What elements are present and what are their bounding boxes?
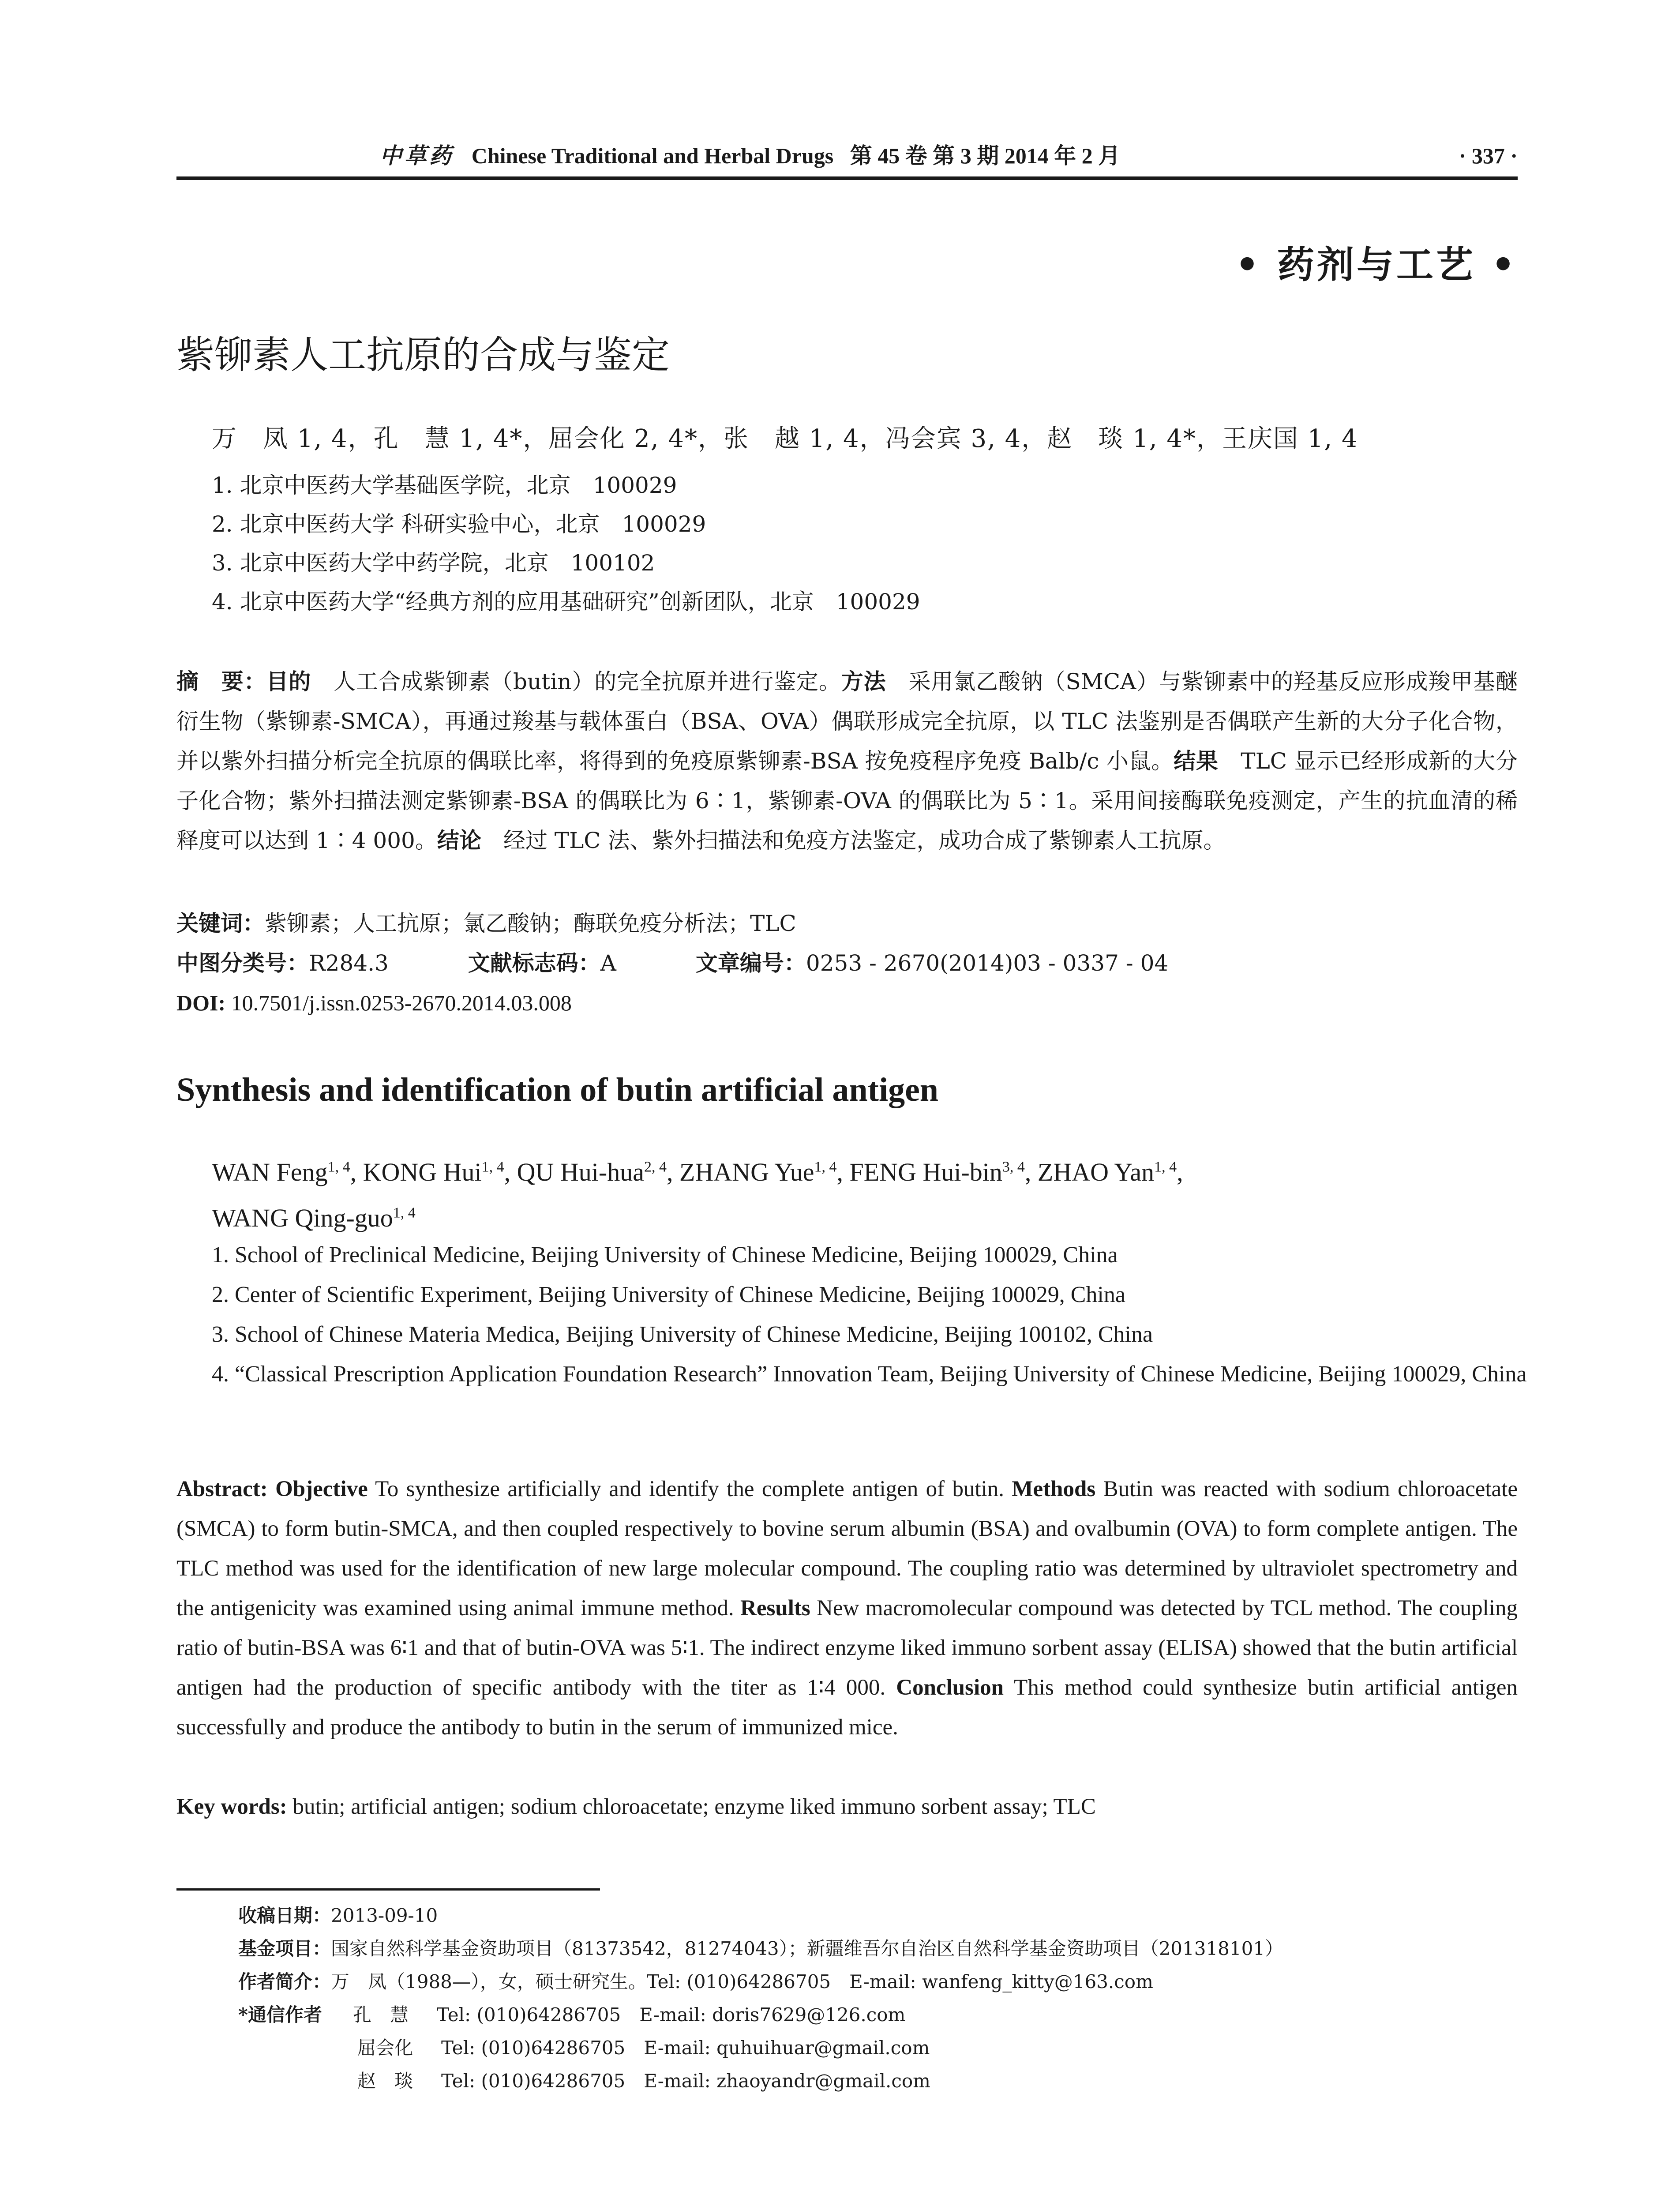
author-en-4: ZHANG Yue$^{1, 4}$, xyxy=(679,1158,850,1187)
conclusion-label-en: Conclusion xyxy=(896,1675,1004,1700)
abstract-cn xyxy=(176,662,1518,860)
doc-code-value: A xyxy=(600,950,616,976)
footnote-author: 作者简介：万 凤（1988—），女，硕士研究生。Tel: (010)64286705 E-mail: wanfeng_kitty@163.com xyxy=(238,1971,1153,1992)
doi-value: 10.7501/j.issn.0253-2670.2014.03.008 xyxy=(225,990,572,1015)
keywords-cn-value: 紫铆素；人工抗原；氯乙酸钠；酶联免疫分析法；TLC xyxy=(265,911,796,936)
footnote-rule xyxy=(176,1888,600,1891)
affiliation-en-4: 4. “Classical Prescription Application Foundation Research” Innovation Team, Beijing University of Chinese Medicine, Beijing 100029, China xyxy=(212,1362,1527,1387)
author-en-1: WAN Feng$^{1, 4}$, xyxy=(212,1158,363,1187)
conclusion-cn: 经过 TLC 法、紫外扫描法和免疫方法鉴定，成功合成了紫铆素人工抗原。 xyxy=(481,828,1226,853)
keywords-en xyxy=(176,1787,1518,1827)
doc-code-label: 文献标志码： xyxy=(468,950,600,976)
keywords-en-value: butin; artificial antigen; sodium chloroacetate; enzyme liked immuno sorbent assay; TLC xyxy=(287,1794,1096,1819)
methods-en: Butin was reacted with sodium chloroacetate (SMCA) to form butin-SMCA, and then coupled respectively to bovine serum albumin (BSA) and ovalbumin (OVA) to form complete antigen. The TLC method was used for the identification of new large molecular compound. The coupling ratio was determined by ultraviolet spectrometry and the antigenicity was examined using animal immune method. xyxy=(176,1477,1518,1621)
affiliation-en-3: 3. School of Chinese Materia Medica, Beijing University of Chinese Medicine, Beijing 100102, China xyxy=(212,1322,1153,1347)
article-no-label: 文章编号： xyxy=(695,950,806,976)
affiliation-cn-3: 3. 北京中医药大学中药学院，北京 100102 xyxy=(212,550,655,576)
footnote-received: 收稿日期：2013-09-10 xyxy=(238,1905,438,1926)
abstract-cn-label: 摘 要： xyxy=(176,668,266,694)
methods-label-cn: 方法 xyxy=(841,668,886,694)
doi-label: DOI: xyxy=(176,990,226,1015)
classification-row xyxy=(176,943,1518,983)
objective-en: To synthesize artificially and identify the complete antigen of butin. xyxy=(368,1477,1012,1501)
abstract-en-label: Abstract: xyxy=(176,1477,276,1501)
conclusion-en: This method could synthesize butin artificial antigen successfully and produce the antibody to butin in the serum of immunized mice. xyxy=(176,1675,1518,1740)
journal-issue: 第 45 卷 第 3 期 2014 年 2 月 xyxy=(850,143,1121,168)
author-list-en xyxy=(212,1147,1513,1238)
abstract-en xyxy=(176,1469,1518,1747)
journal-en-name: Chinese Traditional and Herbal Drugs xyxy=(471,143,834,168)
affiliation-cn-1: 1. 北京中医药大学基础医学院，北京 100029 xyxy=(212,473,677,498)
journal-header xyxy=(176,140,1324,171)
section-label: • 药剂与工艺 • xyxy=(1235,243,1518,286)
objective-label-en: Objective xyxy=(275,1477,368,1501)
clc-label: 中图分类号： xyxy=(176,950,309,976)
footnote-corresponding-1: *通信作者 孔 慧 Tel: (010)64286705 E-mail: doris7629@126.com xyxy=(238,2004,906,2026)
footnote-corresponding-3: 赵 琰 Tel: (010)64286705 E-mail: zhaoyandr@gmail.com xyxy=(357,2070,931,2092)
objective-cn: 人工合成紫铆素（butin）的完全抗原并进行鉴定。 xyxy=(311,669,841,694)
affiliation-cn-4: 4. 北京中医药大学“经典方剂的应用基础研究”创新团队，北京 100029 xyxy=(212,589,920,615)
affiliation-en-1: 1. School of Preclinical Medicine, Beijing University of Chinese Medicine, Beijing 100029, China xyxy=(212,1242,1118,1268)
article-no-value: 0253 - 2670(2014)03 - 0337 - 04 xyxy=(806,950,1169,976)
page-number: · 337 · xyxy=(1459,143,1518,168)
affiliation-en-2: 2. Center of Scientific Experiment, Beijing University of Chinese Medicine, Beijing 100029, China xyxy=(212,1282,1125,1307)
author-en-3: QU Hui-hua$^{2, 4}$, xyxy=(517,1158,679,1187)
author-en-6: ZHAO Yan$^{1, 4}$, xyxy=(1037,1158,1183,1187)
results-label-en: Results xyxy=(740,1596,810,1621)
methods-cn: 采用氯乙酸钠（SMCA）与紫铆素中的羟基反应形成羧甲基醚衍生物（紫铆素-SMCA），再通过羧基与载体蛋白（BSA、OVA）偶联形成完全抗原，以 TLC 法鉴别是否偶联产生新的大分子化合物，并以紫外扫描分析完全抗原的偶联比率，将得到的免疫原紫铆素-BSA 按免疫程序免疫 Balb/c 小鼠。 xyxy=(176,669,1518,774)
footnote-corresponding-2: 屈会化 Tel: (010)64286705 E-mail: quhuihuar@gmail.com xyxy=(357,2037,930,2059)
results-cn: TLC 显示已经形成新的大分子化合物；紫外扫描法测定紫铆素-BSA 的偶联比为 6∶1，紫铆素-OVA 的偶联比为 5∶1。采用间接酶联免疫测定，产生的抗血清的稀释度可以达到 1∶4 000。 xyxy=(176,748,1518,853)
author-en-5: FENG Hui-bin$^{3, 4}$, xyxy=(849,1158,1038,1187)
results-en: New macromolecular compound was detected by TCL method. The coupling ratio of butin-BSA was 6∶1 and that of butin-OVA was 5∶1. The indirect enzyme liked immuno sorbent assay (ELISA) showed that the butin artificial antigen had the production of specific antibody with the titer as 1∶4 000. xyxy=(176,1596,1518,1700)
footnote-fund: 基金项目：国家自然科学基金资助项目（81373542，81274043）；新疆维吾尔自治区自然科学基金资助项目（201318101） xyxy=(238,1938,1284,1959)
author-list-cn: 万 凤 1, 4，孔 慧 1, 4*，屈会化 2, 4*，张 越 1, 4，冯会宾 3, 4，赵 琰 1, 4*，王庆国 1, 4 xyxy=(212,424,1358,453)
clc-value: R284.3 xyxy=(309,950,389,976)
author-en-2: KONG Hui$^{1, 4}$, xyxy=(363,1158,517,1187)
affiliation-cn-2: 2. 北京中医药大学 科研实验中心，北京 100029 xyxy=(212,511,706,537)
objective-label-cn: 目的 xyxy=(266,668,311,694)
results-label-cn: 结果 xyxy=(1174,748,1219,774)
header-rule xyxy=(176,176,1518,180)
article-title-en: Synthesis and identification of butin artificial antigen xyxy=(176,1071,939,1108)
author-en-7: WANG Qing-guo$^{1, 4}$ xyxy=(212,1203,416,1232)
article-title-cn: 紫铆素人工抗原的合成与鉴定 xyxy=(176,333,670,377)
keywords-cn-label: 关键词： xyxy=(176,910,265,936)
conclusion-label-cn: 结论 xyxy=(437,827,481,853)
journal-cn-logo: 中草药 xyxy=(379,143,454,168)
keywords-en-label: Key words: xyxy=(176,1794,287,1819)
doi-line xyxy=(176,983,1518,1023)
methods-label-en: Methods xyxy=(1012,1477,1096,1501)
keywords-cn xyxy=(176,904,1518,943)
